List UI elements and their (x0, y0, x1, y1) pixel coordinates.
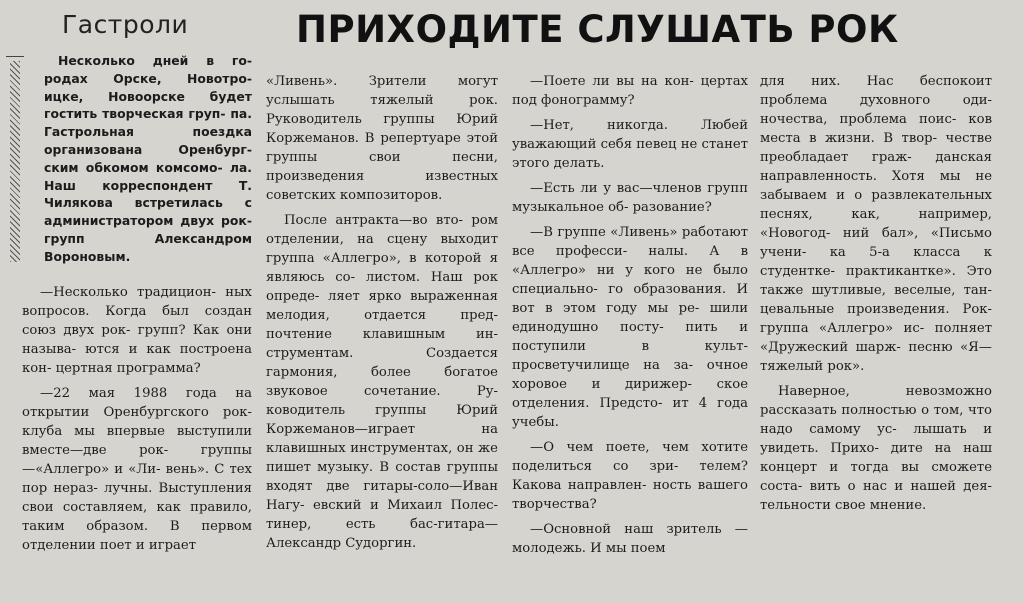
paragraph: —Несколько традицион- ных вопросов. Когда был создан союз двух рок- групп? Как они называ- ются и как построена кон- цертная программа? (22, 285, 252, 376)
paragraph: —22 мая 1988 года на открытии Оренбургского рок-клуба мы впервые выступили вместе—две рок- группы—«Аллегро» и «Ли- вень». С тех пор нераз- лучны. Выступления свои составляем, как правило, таким образом. В первом отделении поет и играет (22, 386, 252, 553)
paragraph: —Основной наш зритель —молодежь. И мы поем (512, 522, 748, 556)
paragraph: «Ливень». Зрители могут услышать тяжелый рок. Руководитель группы Юрий Коржеманов. В репертуаре этой группы свои песни, произведения известных советских композиторов. (266, 74, 498, 203)
paragraph: После антракта—во вто- ром отделении, на сцену выходит группа «Аллегро», в которой я являюсь со- листом. Наш рок опреде- ляет ярко выраженная мелодия, отдается пред- почтение клавишным ин- струментам. Создается гармония, более богатое звуковое сочетание. Ру- ководитель группы Юрий Коржеманов—играет на клавишных инструментах, он же пишет музыку. В состав группы входят две гитары-соло—Иван Нагу- евский и Михаил Полес- тинер, есть бас-гитара— Александр Судоргин. (266, 213, 498, 551)
paragraph: —Нет, никогда. Любей уважающий себя певец не станет этого делать. (512, 118, 748, 171)
lead-decoration (6, 56, 24, 262)
rubric-label: Гастроли (62, 10, 189, 39)
lead-paragraph: Несколько дней в го- родах Орске, Новотро- ицке, Новоорске будет гостить творческая груп- па. Гастрольная поездка организована Оренбург- ским обкомом комсомо- ла. Наш корреспондент Т. Чилякова встретилась с администратором двух рок-групп Александром Вороновым. (44, 53, 252, 264)
paragraph: —О чем поете, чем хотите поделиться со зри- телем? Какова направлен- ность вашего творчества? (512, 440, 748, 512)
article-headline: ПРИХОДИТЕ СЛУШАТЬ РОК (296, 8, 899, 51)
paragraph: —Есть ли у вас—членов групп музыкальное об- разование? (512, 181, 748, 215)
text-column-4 (760, 72, 992, 515)
text-column-1 (22, 283, 252, 555)
paragraph: Наверное, невозможно рассказать полностью о том, что надо самому ус- лышать и увидеть. Прихо- дите на наш концерт и тогда вы сможете соста- вить о нас и нашей дея- тельности свое мнение. (760, 384, 992, 513)
article-lead (44, 52, 252, 266)
paragraph: —В группе «Ливень» работают все професси- налы. А в «Аллегро» ни у кого не было специально- го образования. И вот в этом году мы ре- шили единодушно посту- пить и поступили в культ- просветучилище на за- очное хоровое и дирижер- ское отделения. Предсто- ит 4 года учебы. (512, 225, 748, 430)
text-column-2 (266, 72, 498, 553)
text-column-3 (512, 72, 748, 558)
paragraph: —Поете ли вы на кон- цертах под фонограмму? (512, 74, 748, 108)
paragraph: для них. Нас беспокоит проблема духовного оди- ночества, проблема поис- ков места в жизни. В твор- честве преобладает граж- данская направленность. Хотя мы не забываем и о развлекательных песнях, как, например, «Новогод- ний бал», «Письмо учени- ка 5-а класса к студентке- практикантке». Это также шутливые, веселые, тан- цевальные произведения. Рок-группа «Аллегро» ис- полняет «Дружеский шарж- песню «Я—тяжелый рок». (760, 74, 992, 374)
